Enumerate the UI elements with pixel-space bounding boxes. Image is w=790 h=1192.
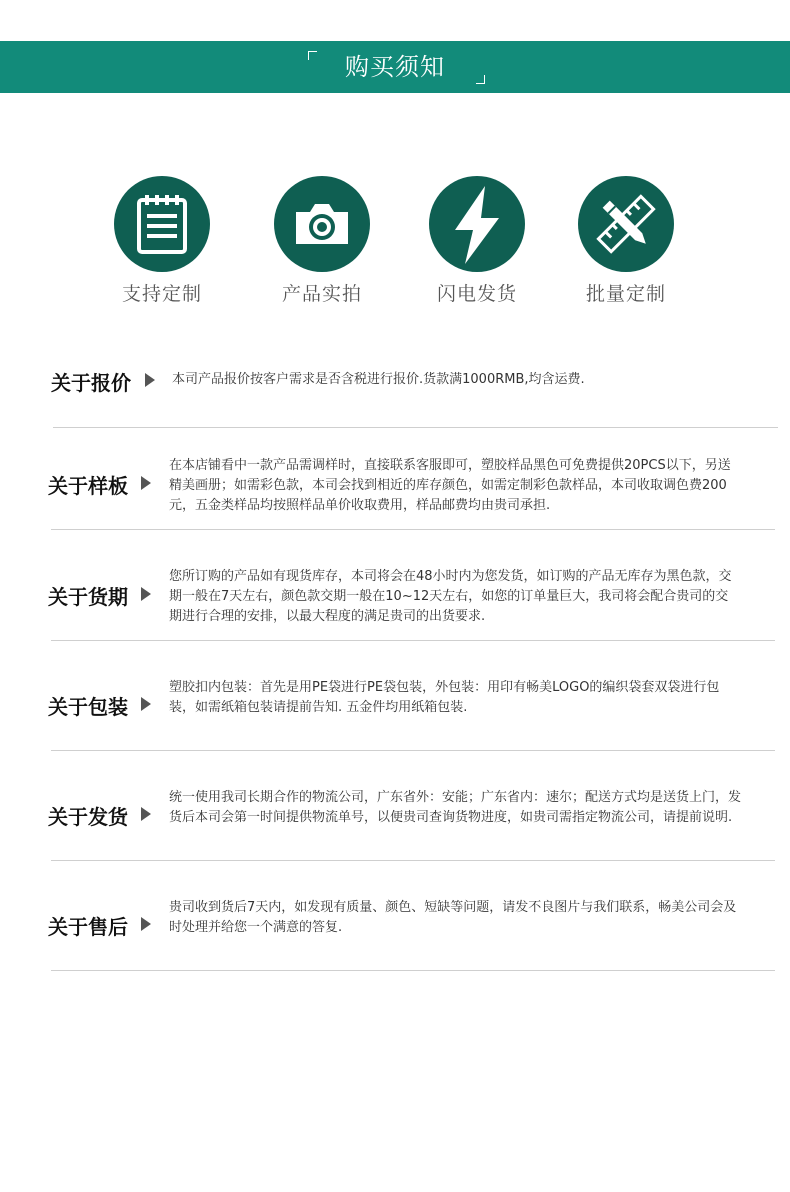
section-text: 您所订购的产品如有现货库存，本司将会在48小时内为您发货，如订购的产品无库存为黑色款，交期一般在7天左右，颜色款交期一般在10~12天左右，如您的订单量巨大，我司将会配合贵司的交期进行合理的安排，以最大程度的满足贵司的出货要求. [169,569,732,624]
section-title: 关于报价 [51,371,131,395]
feature-bulk-customization [551,176,701,306]
section-text: 本司产品报价按客户需求是否含税进行报价.货款满1000RMB,均含运费. [172,372,585,387]
lightning-icon [429,176,525,272]
pencil-ruler-icon [578,176,674,272]
page-title: 购买须知 [345,53,445,81]
section-title: 关于样板 [48,474,128,498]
feature-real-photos [247,176,397,306]
feature-label: 闪电发货 [436,283,517,305]
feature-label: 批量定制 [585,283,666,305]
feature-label: 支持定制 [121,283,202,305]
section-text: 塑胶扣内包装：首先是用PE袋进行PE袋包装，外包装：用印有畅美LOGO的编织袋套双袋进行包装，如需纸箱包装请提前告知. 五金件均用纸箱包装. [169,680,720,715]
section-title: 关于售后 [48,915,128,939]
triangle-arrow-icon [141,587,151,601]
header-banner [0,41,790,93]
corner-bracket-bottom-right [476,75,485,84]
section-title: 关于包装 [48,695,128,719]
feature-fast-delivery [402,176,552,306]
notepad-icon [114,176,210,272]
section-text: 贵司收到货后7天内，如发现有质量、颜色、短缺等问题，请发不良图片与我们联系，畅美公司会及时处理并给您一个满意的答复. [169,900,737,935]
divider [51,970,775,971]
triangle-arrow-icon [141,697,151,711]
section-title: 关于货期 [48,585,128,609]
section-text: 在本店铺看中一款产品需调样时，直接联系客服即可，塑胶样品黑色可免费提供20PCS以下，另送精美画册；如需彩色款，本司会找到相近的库存颜色，如需定制彩色款样品，本司收取调色费200元，五金类样品均按照样品单价收取费用，样品邮费均由贵司承担. [169,458,731,513]
feature-customization [87,176,237,306]
divider [51,529,775,530]
triangle-arrow-icon [141,807,151,821]
camera-icon [274,176,370,272]
feature-label: 产品实拍 [281,283,362,305]
divider [51,640,775,641]
divider [51,860,775,861]
section-text: 统一使用我司长期合作的物流公司，广东省外：安能；广东省内：速尔；配送方式均是送货上门，发货后本司会第一时间提供物流单号，以便贵司查询货物进度，如贵司需指定物流公司，请提前说明. [169,790,742,825]
triangle-arrow-icon [141,917,151,931]
divider [51,750,775,751]
triangle-arrow-icon [141,476,151,490]
divider [53,427,778,428]
section-title: 关于发货 [48,805,128,829]
triangle-arrow-icon [145,373,155,387]
